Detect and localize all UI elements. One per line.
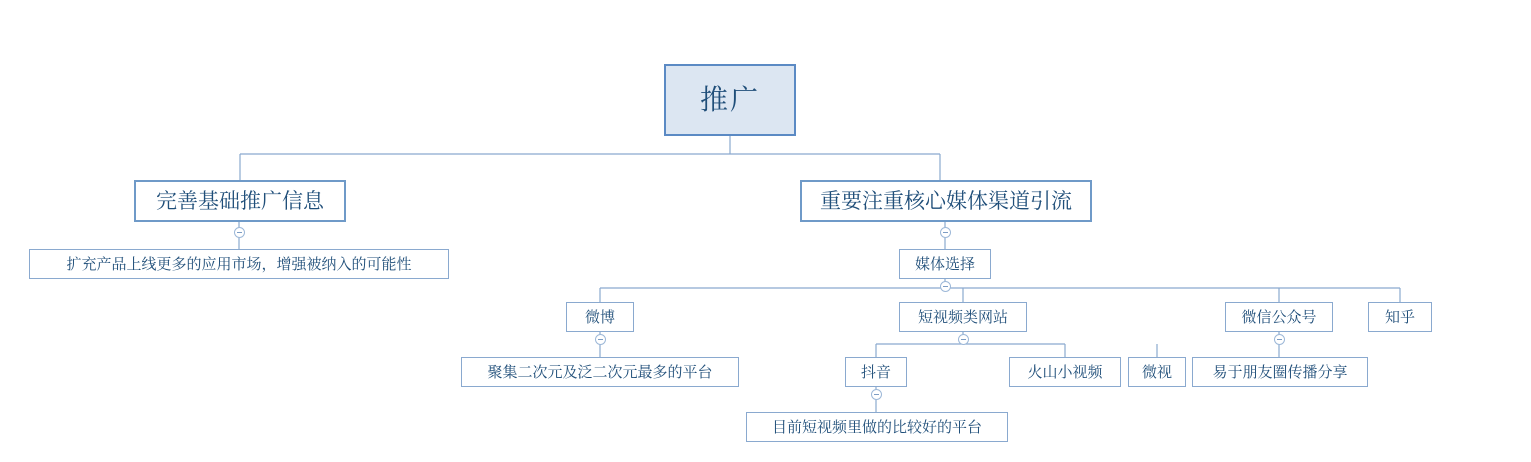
node-label: 扩充产品上线更多的应用市场，增强被纳入的可能性 xyxy=(66,255,412,273)
node-label: 完善基础推广信息 xyxy=(156,189,324,213)
mindmap-node-wechat-official-account[interactable] xyxy=(1225,302,1333,332)
collapse-handle-core-media-channels[interactable] xyxy=(940,227,951,238)
node-label: 重要注重核心媒体渠道引流 xyxy=(820,189,1072,213)
mindmap-node-douyin-note[interactable] xyxy=(746,412,1008,442)
mindmap-node-huoshan[interactable] xyxy=(1009,357,1121,387)
mindmap-node-wechat-note[interactable] xyxy=(1192,357,1368,387)
node-label: 微博 xyxy=(584,308,615,326)
collapse-handle-douyin[interactable] xyxy=(871,389,882,400)
mindmap-node-zhihu[interactable] xyxy=(1368,302,1432,332)
mindmap-node-weibo-note[interactable] xyxy=(461,357,739,387)
mindmap-node-basic-promo-info[interactable] xyxy=(134,180,346,222)
mindmap-node-app-market-note[interactable] xyxy=(29,249,449,279)
collapse-handle-basic-promo-info[interactable] xyxy=(234,227,245,238)
collapse-handle-weibo[interactable] xyxy=(595,334,606,345)
mindmap-node-weibo[interactable] xyxy=(566,302,634,332)
collapse-handle-wechat-official-account[interactable] xyxy=(1274,334,1285,345)
node-label: 短视频类网站 xyxy=(917,308,1008,326)
node-label: 微视 xyxy=(1141,363,1172,381)
mindmap-node-short-video-sites[interactable] xyxy=(899,302,1027,332)
node-label: 微信公众号 xyxy=(1241,308,1317,326)
node-label: 媒体选择 xyxy=(914,255,975,273)
mindmap-node-weishi[interactable] xyxy=(1128,357,1186,387)
collapse-handle-media-selection[interactable] xyxy=(940,281,951,292)
mindmap-node-douyin[interactable] xyxy=(845,357,907,387)
node-label: 知乎 xyxy=(1384,308,1415,326)
collapse-handle-short-video-sites[interactable] xyxy=(958,334,969,345)
mindmap-node-core-media-channels[interactable] xyxy=(800,180,1092,222)
mindmap-node-media-selection[interactable] xyxy=(899,249,991,279)
node-label: 抖音 xyxy=(860,363,891,381)
node-label: 易于朋友圈传播分享 xyxy=(1212,363,1348,381)
mindmap-node-root[interactable] xyxy=(664,64,796,136)
node-label: 聚集二次元及泛二次元最多的平台 xyxy=(487,363,713,381)
node-label: 推广 xyxy=(699,84,760,115)
node-label: 火山小视频 xyxy=(1027,363,1103,381)
node-label: 目前短视频里做的比较好的平台 xyxy=(771,418,982,436)
